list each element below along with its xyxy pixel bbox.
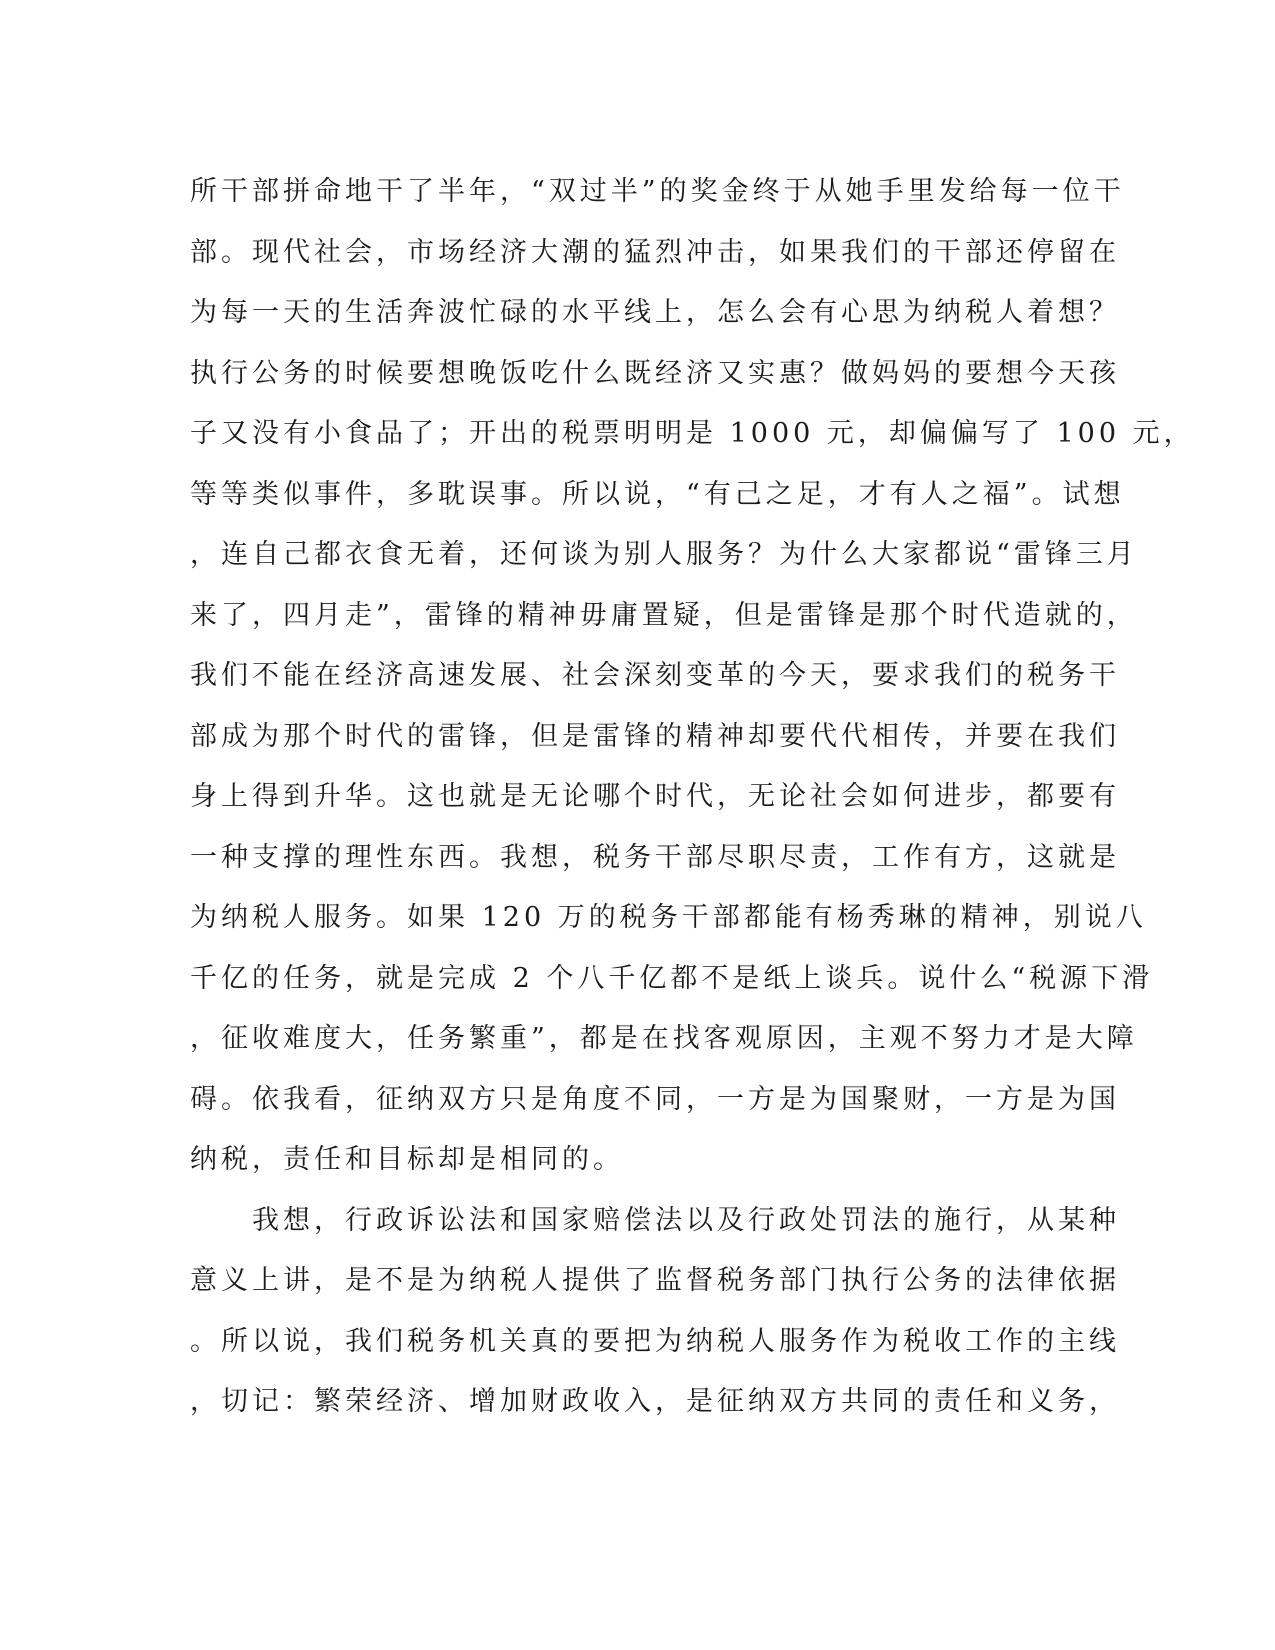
text-line: 意义上讲，是不是为纳税人提供了监督税务部门执行公务的法律依据 [190,1265,1120,1296]
text-line: 子又没有小食品了；开出的税票明明是 1000 元，却偏偏写了 100 元， [190,418,1195,449]
body-text [190,162,1195,1433]
text-line: 部成为那个时代的雷锋，但是雷锋的精神却要代代相传，并要在我们 [190,720,1120,752]
text-line: 执行公务的时候要想晚饭吃什么既经济又实惠？做妈妈的要想今天孩 [190,357,1120,389]
text-line: 部。现代社会，市场经济大潮的猛烈冲击，如果我们的干部还停留在 [190,236,1120,268]
text-line: 我们不能在经济高速发展、社会深刻变革的今天，要求我们的税务干 [190,660,1120,691]
text-line: ，连自己都衣食无着，还何谈为别人服务？为什么大家都说“雷锋三月 [190,539,1138,570]
text-line: 所干部拼命地干了半年，“双过半”的奖金终于从她手里发给每一位干 [190,176,1125,207]
text-line: 纳税，责任和目标却是相同的。 [190,1144,624,1175]
text-line: 我想，行政诉讼法和国家赔偿法以及行政处罚法的施行，从某种 [190,1204,1120,1236]
text-line: 一种支撑的理性东西。我想，税务干部尽职尽责，工作有方，这就是 [190,841,1120,873]
text-line: ，切记：繁荣经济、增加财政收入，是征纳双方共同的责任和义务， [190,1386,1120,1417]
text-line: 为每一天的生活奔波忙碌的水平线上，怎么会有心思为纳税人着想？ [190,297,1120,328]
text-line: 身上得到升华。这也就是无论哪个时代，无论社会如何进步，都要有 [190,781,1120,812]
text-line: 千亿的任务，就是完成 2 个八千亿都不是纸上谈兵。说什么“税源下滑 [190,962,1154,994]
text-line: 来了，四月走”，雷锋的精神毋庸置疑，但是雷锋是那个时代造就的， [190,599,1138,631]
text-line: 碍。依我看，征纳双方只是角度不同，一方是为国聚财，一方是为国 [190,1083,1120,1115]
text-line: 为纳税人服务。如果 120 万的税务干部都能有杨秀琳的精神，别说八 [190,902,1147,933]
text-line: ，征收难度大，任务繁重”，都是在找客观原因，主观不努力才是大障 [190,1023,1138,1054]
text-line: 等等类似事件，多耽误事。所以说，“有己之足，才有人之福”。试想 [190,478,1125,510]
text-line: 。所以说，我们税务机关真的要把为纳税人服务作为税收工作的主线 [190,1325,1120,1357]
